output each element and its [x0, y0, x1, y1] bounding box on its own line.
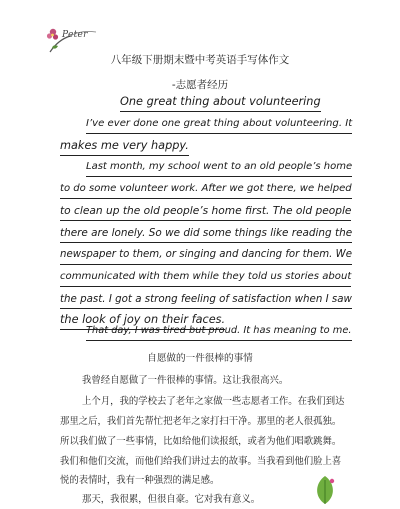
document-title: 八年级下册期末暨中考英语手写体作文	[110, 54, 290, 66]
essay-line: to clean up the old people’s home first. The old people	[60, 202, 351, 221]
essay-line: to do some volunteer work. After we got there, we helped	[60, 180, 352, 199]
translation-line: 悦的表情时，我有一种强烈的满足感。	[60, 475, 220, 486]
essay-line: the look of joy on their faces.	[60, 311, 225, 330]
translation-line: 我们和他们交流，而他们给我们讲过去的故事。当我看到他们脸上喜	[60, 456, 342, 467]
document-subtitle: -志愿者经历	[171, 79, 229, 91]
logo-text: Peter	[62, 30, 88, 40]
translation-line: 我曾经自愿做了一件很棒的事情。这让我很高兴。	[82, 375, 289, 386]
translation-line: 那里之后，我们首先帮忙把老年之家打扫干净。那里的老人很孤独。	[60, 416, 342, 427]
essay-line: makes me very happy.	[60, 137, 189, 156]
essay-line: the past. I got a strong feeling of satisfaction when I saw	[60, 290, 352, 309]
translation-line: 上个月，我的学校去了老年之家做一些志愿者工作。在我们到达	[82, 396, 345, 407]
essay-line: That day, I was tired but proud. It has meaning to me.	[86, 322, 352, 341]
translation-line: 所以我们做了一些事情，比如给他们读报纸，或者为他们唱歌跳舞。	[60, 436, 342, 447]
essay-line: there are lonely. So we did some things like reading the	[60, 224, 352, 243]
leaf-icon	[312, 475, 338, 505]
translation-line: 那天，我很累，但很自豪。它对我有意义。	[82, 494, 261, 505]
essay-line: I’ve ever done one great thing about volunteering. It	[86, 115, 352, 134]
translation-title: 自愿做的一件很棒的事情	[147, 353, 253, 364]
essay-title: One great thing about volunteering	[120, 93, 321, 112]
essay-line: newspaper to them, or singing and dancing for them. We	[60, 246, 352, 265]
essay-line: Last month, my school went to an old people’s home	[86, 158, 352, 177]
essay-line: communicated with them while they told us stories about	[60, 268, 351, 287]
